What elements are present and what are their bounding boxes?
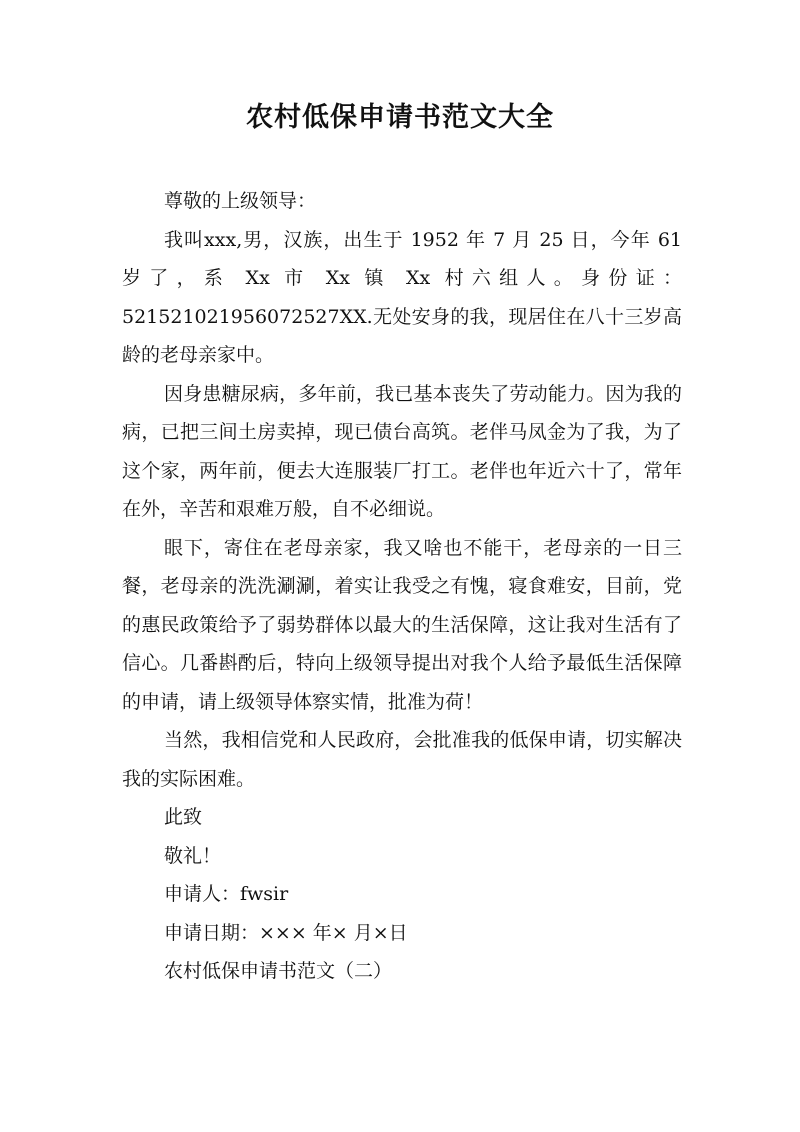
paragraph-4: 当然，我相信党和人民政府，会批准我的低保申请，切实解决我的实际困难。 xyxy=(122,729,682,790)
closing-line-2: 敬礼！ xyxy=(164,844,222,867)
paragraph-3: 眼下，寄住在老母亲家，我又啥也不能干，老母亲的一日三餐，老母亲的洗洗涮涮，着实让我受之有愧，寝食难安，目前，党的惠民政策给予了弱势群体以最大的生活保障，这让我对生活有了信心。几番斟酌后，特向上级领导提出对我个人给予最低生活保障的申请，请上级领导体察实情，批准为荷！ xyxy=(122,536,682,713)
paragraph-1: 我叫xxx,男，汉族，出生于 1952 年 7 月 25 日，今年 61 岁了，系 Xx 市 Xx 镇 Xx 村六组人。身份证：52152102195607252​7XX.无处安身的我，现居住在八十三岁高龄的老母亲家中。 xyxy=(122,228,682,366)
document-body xyxy=(122,182,682,991)
page-title: 农村低保申请书范文大全 xyxy=(246,102,554,133)
closing-line-1: 此致 xyxy=(164,806,203,828)
salutation: 尊敬的上级领导： xyxy=(164,190,317,212)
next-section-heading: 农村低保申请书范文（二） xyxy=(164,960,393,982)
paragraph-2: 因身患糖尿病，多年前，我已基本丧失了劳动能力。因为我的病，已把三间土房卖掉，现已债台高筑。老伴马凤金为了我，为了这个家，两年前，便去大连服装厂打工。老伴也年近六十了，常年在外，辛苦和艰难万般，自不必细说。 xyxy=(122,382,682,520)
applicant-line: 申请人：fwsir xyxy=(164,883,289,905)
date-line: 申请日期：××× 年× 月×日 xyxy=(164,921,408,944)
